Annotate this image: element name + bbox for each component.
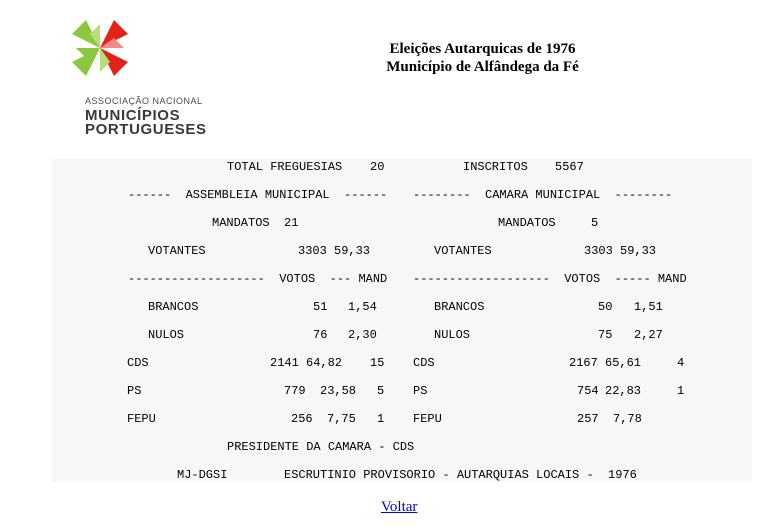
mandatos-row (52, 216, 752, 236)
camara-party-pct: 65,61 (605, 356, 642, 370)
assembleia-party-name: FEPU (127, 412, 156, 426)
camara-brancos-label: BRANCOS (434, 300, 485, 314)
assembleia-party-pct: 7,75 (327, 412, 356, 426)
assembleia-party-mand: 1 (377, 412, 385, 426)
page-title: Eleições Autarquicas de 1976 (389, 41, 576, 57)
freguesias-value: 20 (370, 160, 385, 174)
assembleia-party-mand: 5 (377, 384, 385, 398)
summary-row (52, 160, 752, 180)
back-link[interactable]: Voltar (381, 499, 418, 515)
camara-mandatos-label: MANDATOS (498, 216, 556, 230)
assembleia-votantes-label: VOTANTES (148, 244, 206, 258)
footer-row (52, 468, 752, 488)
assembleia-party-votes: 256 (291, 412, 313, 426)
assembleia-party-pct: 64,82 (306, 356, 343, 370)
camara-heading: -------- CAMARA MUNICIPAL -------- (413, 188, 673, 202)
assembleia-brancos-value: 51 (313, 300, 328, 314)
party-row-fepu (52, 412, 752, 432)
camara-party-name: FEPU (413, 412, 442, 426)
assembleia-party-mand: 15 (370, 356, 385, 370)
assembleia-party-pct: 23,58 (320, 384, 357, 398)
camara-nulos-label: NULOS (434, 328, 471, 342)
pinwheel-logo-icon (66, 14, 134, 82)
assembleia-nulos-pct: 2,30 (348, 328, 377, 342)
camara-party-mand: 4 (677, 356, 685, 370)
assembleia-party-name: PS (127, 384, 142, 398)
camara-party-votes: 257 (577, 412, 599, 426)
assembleia-column-header: ------------------- VOTOS --- MAND (128, 272, 388, 286)
party-row-cds (52, 356, 752, 376)
assembleia-mandatos-value: 21 (284, 216, 299, 230)
camara-brancos-pct: 1,51 (634, 300, 663, 314)
camara-votantes-label: VOTANTES (434, 244, 492, 258)
camara-party-pct: 22,83 (605, 384, 642, 398)
assembleia-party-votes: 779 (284, 384, 306, 398)
page-title-block (320, 40, 645, 76)
camara-party-name: CDS (413, 356, 435, 370)
footer-source: MJ-DGSI (177, 468, 228, 482)
assembleia-mandatos-label: MANDATOS (212, 216, 270, 230)
presidente-row (52, 440, 752, 460)
column-headers-row (52, 272, 752, 292)
camara-party-votes: 2167 (569, 356, 598, 370)
camara-column-header: ------------------- VOTOS ----- MAND (413, 272, 687, 286)
assembleia-nulos-value: 76 (313, 328, 328, 342)
camara-party-name: PS (413, 384, 428, 398)
page-subtitle: Município de Alfândega da Fé (386, 59, 579, 75)
assembleia-party-votes: 2141 (270, 356, 299, 370)
presidente-camara: PRESIDENTE DA CAMARA - CDS (227, 440, 415, 454)
logo-line-2: MUNICÍPIOS (85, 107, 181, 124)
camara-party-votes: 754 (577, 384, 599, 398)
assembleia-party-name: CDS (127, 356, 149, 370)
association-logo (66, 14, 206, 138)
assembleia-brancos-pct: 1,54 (348, 300, 377, 314)
party-row-ps (52, 384, 752, 404)
assembleia-votantes-pct: 59,33 (334, 244, 371, 258)
camara-mandatos-value: 5 (591, 216, 599, 230)
section-headings-row (52, 188, 752, 208)
logo-line-1: ASSOCIAÇÃO NACIONAL (85, 96, 203, 106)
inscritos-value: 5567 (555, 160, 584, 174)
camara-party-pct: 7,78 (613, 412, 642, 426)
assembleia-brancos-label: BRANCOS (148, 300, 199, 314)
brancos-row (52, 300, 752, 320)
assembleia-votantes-value: 3303 (298, 244, 327, 258)
results-panel (52, 159, 752, 482)
votantes-row (52, 244, 752, 264)
camara-brancos-value: 50 (598, 300, 613, 314)
logo-line-3: PORTUGUESES (85, 121, 207, 138)
camara-nulos-pct: 2,27 (634, 328, 663, 342)
inscritos-label: INSCRITOS (463, 160, 528, 174)
footer-status: ESCRUTINIO PROVISORIO - AUTARQUIAS LOCAIS - 1976 (284, 468, 637, 482)
camara-party-mand: 1 (677, 384, 685, 398)
camara-votantes-pct: 59,33 (620, 244, 657, 258)
freguesias-label: TOTAL FREGUESIAS (227, 160, 343, 174)
assembleia-heading: ------ ASSEMBLEIA MUNICIPAL ------ (128, 188, 388, 202)
nulos-row (52, 328, 752, 348)
camara-nulos-value: 75 (598, 328, 613, 342)
camara-votantes-value: 3303 (584, 244, 613, 258)
assembleia-nulos-label: NULOS (148, 328, 185, 342)
